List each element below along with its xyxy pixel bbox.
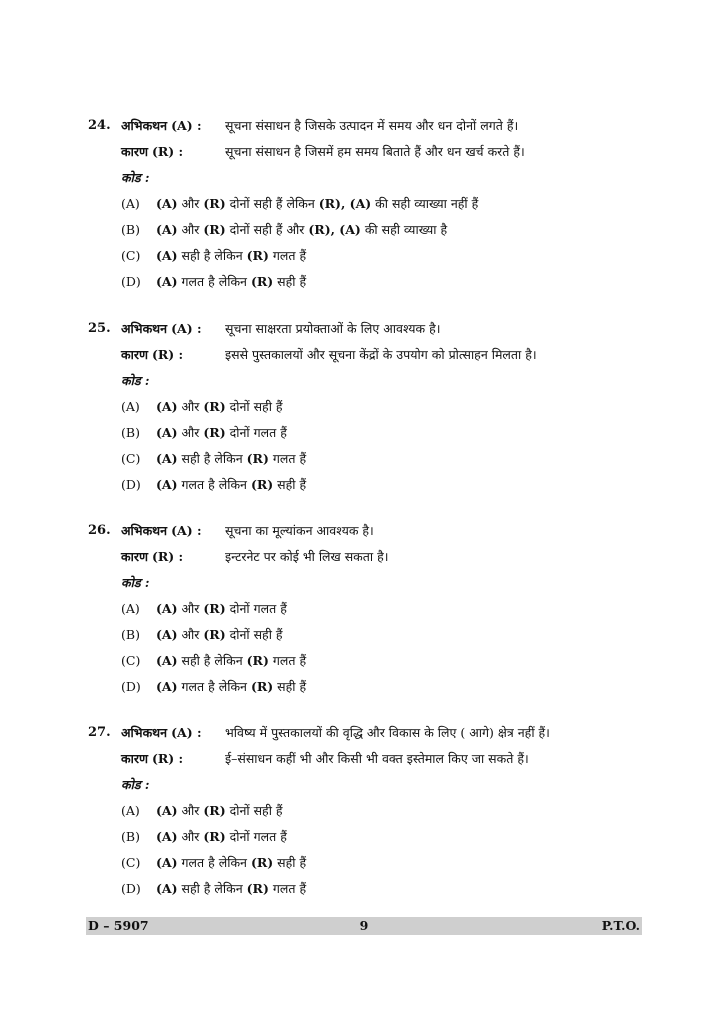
codes-label: कोड : (121, 777, 150, 792)
option-c (88, 648, 648, 674)
codes-label: कोड : (121, 575, 150, 590)
option-d (88, 876, 648, 902)
option-text: (A) गलत है लेकिन (R) सही हैं (156, 274, 307, 289)
codes-row (88, 165, 648, 191)
paper-code: D – 5907 (88, 918, 149, 933)
option-text: (A) गलत है लेकिन (R) सही हैं (156, 679, 307, 694)
option-b (88, 824, 648, 850)
question-25 (88, 316, 648, 498)
question-24 (88, 113, 648, 295)
option-text: (A) और (R) दोनों सही हैं (156, 627, 283, 642)
option-a (88, 394, 648, 420)
option-b (88, 420, 648, 446)
option-key: (A) (121, 803, 140, 818)
option-key: (D) (121, 477, 141, 492)
pto-label: P.T.O. (601, 918, 640, 933)
option-key: (A) (121, 601, 140, 616)
option-text: (A) और (R) दोनों सही हैं और (R), (A) की सही व्याख्या है (156, 222, 448, 237)
option-key: (A) (121, 399, 140, 414)
reason-row (88, 342, 648, 368)
option-text: (A) सही है लेकिन (R) गलत हैं (156, 451, 307, 466)
reason-label: कारण (R) : (121, 549, 184, 564)
assertion-row (88, 720, 648, 746)
assertion-label: अभिकथन (A) : (121, 523, 202, 538)
option-c (88, 446, 648, 472)
page-number: 9 (359, 918, 369, 933)
assertion-text: सूचना संसाधन है जिसके उत्पादन में समय और धन दोनों लगते हैं। (225, 118, 519, 133)
assertion-text: भविष्य में पुस्तकालयों की वृद्धि और विकास के लिए ( आगे) क्षेत्र नहीं हैं। (225, 725, 550, 740)
reason-text: इससे पुस्तकालयों और सूचना केंद्रों के उपयोग को प्रोत्साहन मिलता है। (225, 347, 537, 362)
option-d (88, 472, 648, 498)
option-text: (A) और (R) दोनों गलत हैं (156, 829, 287, 844)
codes-row (88, 772, 648, 798)
option-c (88, 850, 648, 876)
option-key: (B) (121, 222, 140, 237)
reason-text: इन्टरनेट पर कोई भी लिख सकता है। (225, 549, 389, 564)
question-number: 25. (88, 321, 111, 336)
question-number: 27. (88, 725, 111, 740)
option-text: (A) और (R) दोनों सही हैं लेकिन (R), (A) की सही व्याख्या नहीं हैं (156, 196, 479, 211)
option-key: (B) (121, 425, 140, 440)
assertion-text: सूचना साक्षरता प्रयोक्ताओं के लिए आवश्यक है। (225, 321, 441, 336)
reason-label: कारण (R) : (121, 751, 184, 766)
option-text: (A) और (R) दोनों सही हैं (156, 803, 283, 818)
option-key: (D) (121, 881, 141, 896)
option-text: (A) और (R) दोनों गलत हैं (156, 601, 287, 616)
codes-label: कोड : (121, 373, 150, 388)
option-key: (D) (121, 679, 141, 694)
option-text: (A) गलत है लेकिन (R) सही हैं (156, 855, 307, 870)
option-key: (A) (121, 196, 140, 211)
option-key: (C) (121, 451, 141, 466)
option-a (88, 798, 648, 824)
option-key: (C) (121, 653, 141, 668)
option-key: (B) (121, 829, 140, 844)
option-d (88, 269, 648, 295)
question-number: 26. (88, 523, 111, 538)
assertion-row (88, 518, 648, 544)
codes-row (88, 570, 648, 596)
assertion-label: अभिकथन (A) : (121, 118, 202, 133)
assertion-label: अभिकथन (A) : (121, 725, 202, 740)
option-text: (A) और (R) दोनों गलत हैं (156, 425, 287, 440)
option-a (88, 191, 648, 217)
reason-text: ई–संसाधन कहीं भी और किसी भी वक्त इस्तेमाल किए जा सकते हैं। (225, 751, 529, 766)
assertion-text: सूचना का मूल्यांकन आवश्यक है। (225, 523, 374, 538)
reason-row (88, 139, 648, 165)
reason-label: कारण (R) : (121, 144, 184, 159)
assertion-row (88, 316, 648, 342)
option-text: (A) सही है लेकिन (R) गलत हैं (156, 881, 307, 896)
option-text: (A) और (R) दोनों सही हैं (156, 399, 283, 414)
page-footer (86, 917, 642, 935)
reason-row (88, 544, 648, 570)
option-text: (A) सही है लेकिन (R) गलत हैं (156, 653, 307, 668)
option-key: (B) (121, 627, 140, 642)
option-key: (C) (121, 248, 141, 263)
option-c (88, 243, 648, 269)
codes-label: कोड : (121, 170, 150, 185)
option-d (88, 674, 648, 700)
option-text: (A) सही है लेकिन (R) गलत हैं (156, 248, 307, 263)
option-b (88, 622, 648, 648)
assertion-label: अभिकथन (A) : (121, 321, 202, 336)
option-text: (A) गलत है लेकिन (R) सही हैं (156, 477, 307, 492)
reason-row (88, 746, 648, 772)
codes-row (88, 368, 648, 394)
assertion-row (88, 113, 648, 139)
option-b (88, 217, 648, 243)
option-key: (C) (121, 855, 141, 870)
reason-label: कारण (R) : (121, 347, 184, 362)
option-a (88, 596, 648, 622)
question-number: 24. (88, 118, 111, 133)
question-27 (88, 720, 648, 902)
reason-text: सूचना संसाधन है जिसमें हम समय बिताते हैं और धन खर्च करते हैं। (225, 144, 525, 159)
question-26 (88, 518, 648, 700)
option-key: (D) (121, 274, 141, 289)
